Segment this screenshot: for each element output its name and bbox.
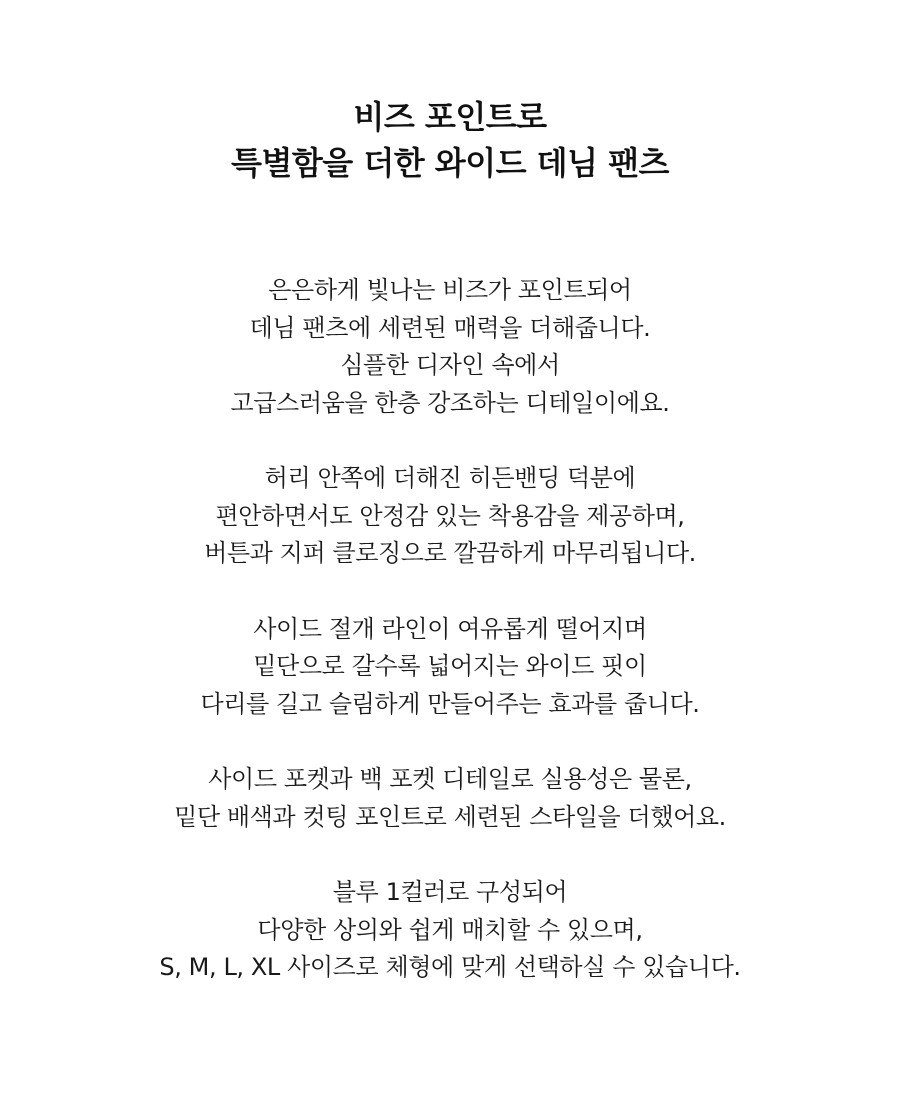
paragraph-beads bbox=[0, 272, 900, 422]
text-line: 편안하면서도 안정감 있는 착용감을 제공하며, bbox=[215, 501, 685, 530]
text-line: 사이드 포켓과 백 포켓 디테일로 실용성은 물론, bbox=[208, 765, 692, 793]
text-line: 심플한 디자인 속에서 bbox=[340, 351, 560, 379]
text-line: 블루 1컬러로 구성되어 bbox=[332, 878, 568, 906]
headline bbox=[0, 94, 900, 186]
text-line: 다리를 길고 슬림하게 만들어주는 효과를 줍니다. bbox=[200, 689, 700, 718]
text-line: 밑단으로 갈수록 넓어지는 와이드 핏이 bbox=[253, 652, 647, 680]
text-line: 허리 안쪽에 더해진 히든밴딩 덕분에 bbox=[264, 464, 636, 492]
text-line: 은은하게 빛나는 비즈가 포인트되어 bbox=[268, 276, 632, 304]
text-line: 데님 팬츠에 세련된 매력을 더해줍니다. bbox=[249, 313, 651, 342]
text-line: 고급스러움을 한층 강조하는 디테일이에요. bbox=[230, 388, 670, 417]
paragraph-waistband bbox=[0, 460, 900, 573]
headline-line: 특별함을 더한 와이드 데님 팬츠 bbox=[231, 144, 669, 182]
paragraph-color-size bbox=[0, 874, 900, 987]
text-line: 다양한 상의와 쉽게 매치할 수 있으며, bbox=[257, 915, 643, 944]
text-line: 버튼과 지퍼 클로징으로 깔끔하게 마무리됩니다. bbox=[204, 539, 696, 567]
text-line: S, M, L, XL 사이즈로 체형에 맞게 선택하실 수 있습니다. bbox=[159, 953, 741, 981]
description-body bbox=[0, 272, 900, 987]
paragraph-fit bbox=[0, 611, 900, 724]
paragraph-pockets bbox=[0, 761, 900, 836]
text-line: 사이드 절개 라인이 여유롭게 떨어지며 bbox=[253, 614, 647, 643]
text-line: 밑단 배색과 컷팅 포인트로 세련된 스타일을 더했어요. bbox=[174, 802, 726, 831]
headline-line: 비즈 포인트로 bbox=[353, 98, 547, 136]
